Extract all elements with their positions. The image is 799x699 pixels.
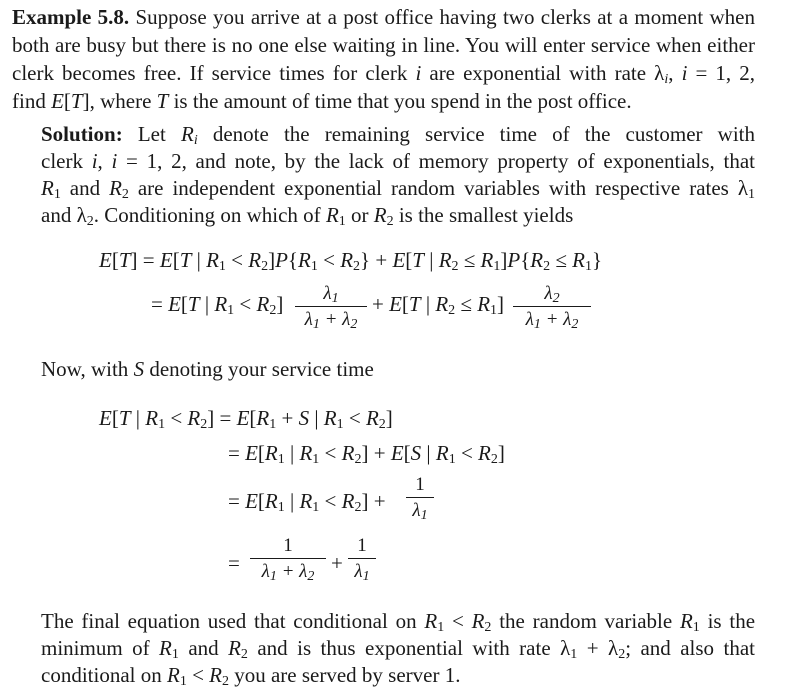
solution-line-2: clerk i, i = 1, 2, and note, by the lack of memory property of exponentials, that xyxy=(41,149,755,173)
solution-heading: Solution: xyxy=(41,122,123,146)
eq1-line-2b: + E[T | $R_2 \le R_1$] xyxy=(372,292,505,318)
eq2-line-4-plus: + xyxy=(331,551,343,575)
solution-line-1: Solution: Let $R_i$ denote the remaining service time of the customer with xyxy=(41,122,756,148)
example-line-3: clerk becomes free. If service times for clerk i are exponential with rate $\lambda_i$, i = 1, 2, xyxy=(12,61,756,87)
eq2-line-4-eq: = xyxy=(228,551,240,575)
solution-line-4: and $\lambda_2$. Conditioning on which of $R_1$ or $R_2$ is the smallest yields xyxy=(41,203,574,229)
eq1-frac-1: $\lambda_1$ $\lambda_1 + \lambda_2$ xyxy=(295,283,367,331)
eq2-line-2: = $E[R_1$ | $R_1 < R_2] + E[S$ | $R_1 < R_2$] xyxy=(228,441,505,467)
example-heading: Example 5.8. xyxy=(12,5,130,29)
example-line-2: both are busy but there is no one else waiting in line. You will enter service when either xyxy=(12,33,755,57)
eq1-line-2a: = E[T | $R_1 < R_2$] xyxy=(151,292,284,318)
example-line-4: find E[T], where T is the amount of time that you spend in the post office. xyxy=(12,89,632,113)
eq2-frac-1: 1 $\lambda_1$ xyxy=(406,474,434,522)
example-line-1: Example 5.8. Suppose you arrive at a post office having two clerks at a moment when xyxy=(12,5,755,29)
eq2-frac-3: 1 $\lambda_1$ xyxy=(348,535,376,583)
final-line-3: conditional on $R_1 < R_2$ you are served by server 1. xyxy=(41,663,461,689)
solution-line-3: $R_1$ and $R_2$ are independent exponential random variables with respective rates $\lambda_1$ xyxy=(41,176,756,202)
eq2-line-1: E[T | $R_1 < R_2] = E[R_1 + S$ | $R_1 < R_2$] xyxy=(99,406,393,432)
eq1-frac-2: $\lambda_2$ $\lambda_1 + \lambda_2$ xyxy=(513,283,591,331)
eq2-frac-2: 1 $\lambda_1 + \lambda_2$ xyxy=(250,535,326,583)
final-line-1: The final equation used that conditional on $R_1 < R_2$ the random variable $R_1$ is the xyxy=(41,609,756,635)
eq2-line-3: = $E[R_1$ | $R_1 < R_2$] + xyxy=(228,489,386,515)
now-line: Now, with S denoting your service time xyxy=(41,357,374,381)
eq1-line-1: E[T] = E[T | $R_1 < R_2]P\{R_1 < R_2\} + E[T$ | $R_2 \le R_1]P\{R_2 \le R_1\}$ xyxy=(99,248,603,274)
final-line-2: minimum of $R_1$ and $R_2$ and is thus exponential with rate $\lambda_1 + \lambda_2$; and also that xyxy=(41,636,755,662)
